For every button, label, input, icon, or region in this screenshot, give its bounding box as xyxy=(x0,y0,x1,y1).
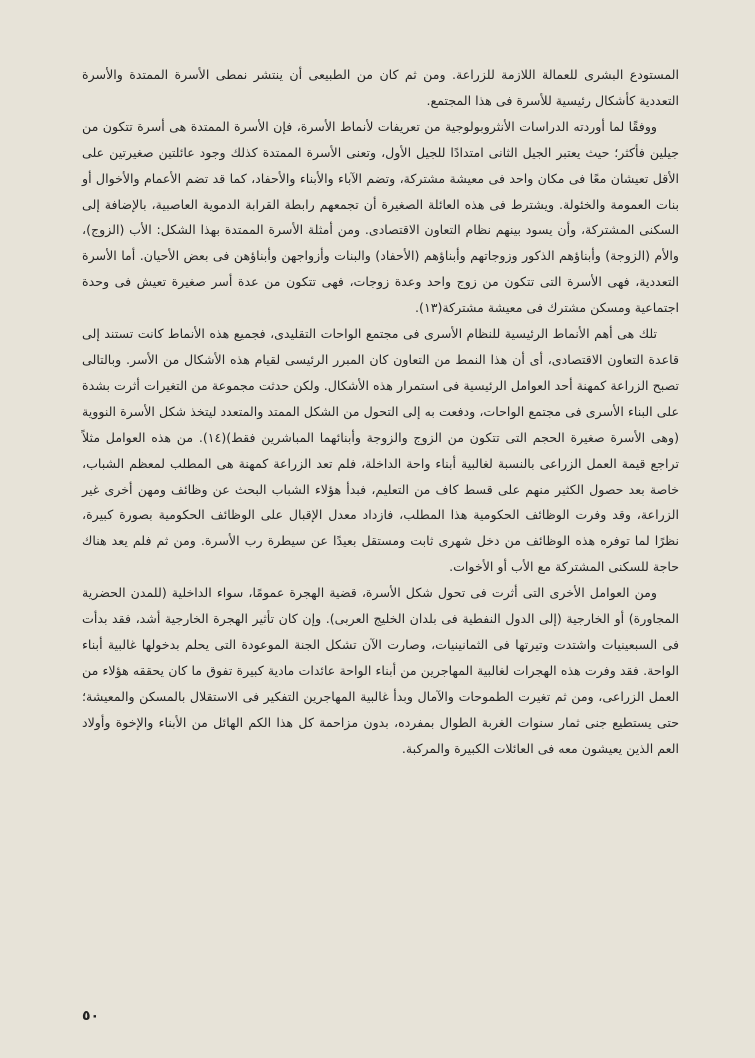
paragraph-3: تلك هى أهم الأنماط الرئيسية للنظام الأسرى فى مجتمع الواحات التقليدى، فجميع هذه الأنماط كانت تستند إلى قاعدة التعاون الاقتصادى، أى أن هذا النمط من التعاون كان المبرر الرئيسى لقيام هذه الأشكال من الأسر. وبالتالى تصبح الزراعة كمهنة أحد العوامل الرئيسية فى استمرار هذه الأشكال. ولكن حدثت مجموعة من التغيرات أثرت بشدة على البناء الأسرى فى مجتمع الواحات، ودفعت به إلى التحول من الشكل الممتد والمتعدد ليتخذ شكل الأسرة النووية (وهى الأسرة صغيرة الحجم التى تتكون من الزوج والزوجة وأبنائهما المباشرين فقط)(١٤). من هذه العوامل مثلاً تراجع قيمة العمل الزراعى بالنسبة لغالبية أبناء واحة الداخلة، فلم تعد الزراعة كمهنة هى المطلب لمعظم الشباب، خاصة بعد حصول الكثير منهم على قسط كاف من التعليم، فبدأ هؤلاء الشباب البحث عن وظائف ومهن أخرى غير الزراعة، وقد وفرت الوظائف الحكومية هذا المطلب، فازداد معدل الإقبال على الوظائف الحكومية بصورة كبيرة، نظرًا لما توفره هذه الوظائف من دخل شهرى ثابت ومستقل بعيدًا عن سيطرة رب الأسرة. ومن ثم فلم يعد هناك حاجة للسكنى المشتركة مع الأب أو الأخوات. xyxy=(82,326,679,575)
page-number: ٥٠ xyxy=(82,1008,100,1024)
body-text xyxy=(82,62,679,761)
paragraph-1: المستودع البشرى للعمالة اللازمة للزراعة. ومن ثم كان من الطبيعى أن ينتشر نمطى الأسرة الممتدة والأسرة التعددية كأشكال رئيسية للأسرة فى هذا المجتمع. xyxy=(82,67,679,108)
paragraph-2: ووفقًا لما أوردته الدراسات الأنثروبولوجية من تعريفات لأنماط الأسرة، فإن الأسرة الممتدة هى أسرة تتكون من جيلين فأكثر؛ حيث يعتبر الجيل الثانى امتدادًا للجيل الأول، وتعنى الأسرة الممتدة كذلك وجود عائلتين صغيرتين على الأقل تعيشان معًا فى مكان واحد فى معيشة مشتركة، وتضم الآباء والأبناء والأحفاد، كما قد تضم الأعمام والأخوال أو بنات العمومة والخئولة. ويشترط فى هذه العائلة الصغيرة أن تجمعهم رابطة القرابة الدموية العاصبية، بالإضافة إلى السكنى المشتركة، وأن يسود بينهم نظام التعاون الاقتصادى. ومن أمثلة الأسرة الممتدة بهذا الشكل: الأب (الزوج)، والأم (الزوجة) وأبناؤهم الذكور وزوجاتهم وأبناؤهم (الأحفاد) والبنات وأزواجهن وأبناؤهن فى بعض الأحيان. أما الأسرة التعددية، فهى الأسرة التى تتكون من زوج واحد وعدة زوجات، فهى تتكون من عدة أسر صغيرة تعيش فى وحدة اجتماعية ومسكن مشترك فى معيشة مشتركة(١٣). xyxy=(82,118,679,316)
paragraph-4: ومن العوامل الأخرى التى أثرت فى تحول شكل الأسرة، قضية الهجرة عمومًا، سواء الداخلية (للمدن الحضرية المجاورة) أو الخارجية (إلى الدول النفطية فى بلدان الخليج العربى). وإن كان تأثير الهجرة الخارجية أشد، فقد بدأت فى السبعينيات واشتدت وتيرتها فى الثمانينيات، وصارت الآن تشكل الجنة الموعودة التى يحلم بدخولها غالبية أبناء الواحة. فقد وفرت هذه الهجرات لغالبية المهاجرين من أبناء الواحة عائدات مادية كبيرة تفوق ما كان يحققه هؤلاء من العمل الزراعى، ومن ثم تغيرت الطموحات والآمال وبدأ غالبية المهاجرين التفكير فى الاستقلال بالمسكن والمعيشة؛ حتى يستطيع جنى ثمار سنوات الغربة الطوال بمفرده، بدون مزاحمة كل هذا الكم الهائل من الأبناء والإخوة وأولاد العم الذين يعيشون معه فى العائلات الكبيرة والمركبة. xyxy=(82,585,679,756)
